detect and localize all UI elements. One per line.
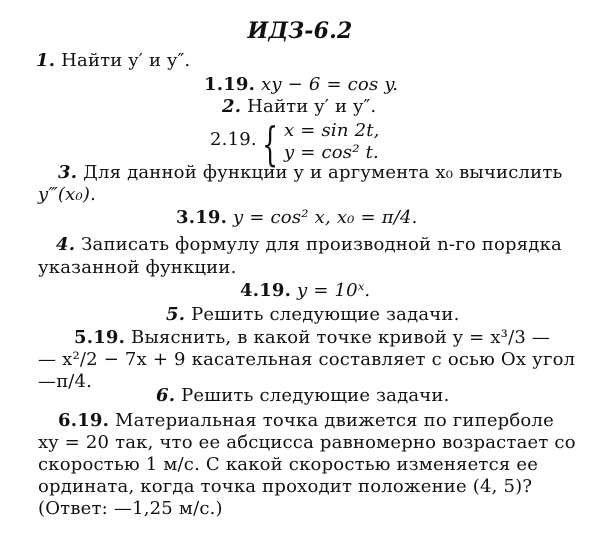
exercise-6-19-text: Материальная точка движется по гиперболе xyxy=(115,410,554,431)
exercise-6-19-line-4: ордината, когда точка проходит положение (4, 5)? xyxy=(38,476,533,497)
exercise-1-19 xyxy=(204,74,398,96)
task-3-number: 3. xyxy=(58,162,78,183)
task-6-text: Решить следующие задачи. xyxy=(181,385,450,406)
task-4-line-1 xyxy=(56,234,562,256)
task-4-text: Записать формулу для производной n-го порядка xyxy=(81,234,562,255)
exercise-5-19-line-2: — x²/2 − 7x + 9 касательная составляет с осью Ox угол xyxy=(38,349,576,370)
exercise-4-19-formula: y = 10ˣ. xyxy=(297,280,371,301)
exercise-4-19-number: 4.19. xyxy=(240,280,292,301)
task-2-number: 2. xyxy=(222,96,242,117)
exercise-6-19-line-1 xyxy=(58,410,554,432)
page-title: ИДЗ-6.2 xyxy=(247,18,353,44)
exercise-5-19-line-1 xyxy=(74,327,550,349)
task-6-number: 6. xyxy=(156,385,176,406)
task-6-heading xyxy=(156,385,450,407)
exercise-4-19 xyxy=(240,280,370,302)
task-5-number: 5. xyxy=(166,304,186,325)
system-brace-icon: { xyxy=(262,117,279,171)
task-3-line-1 xyxy=(58,162,563,184)
exercise-5-19-number: 5.19. xyxy=(74,327,126,348)
exercise-6-19-line-3: скоростью 1 м/с. С какой скоростью изменяется ее xyxy=(38,454,539,475)
exercise-2-19-number: 2.19. xyxy=(210,129,257,150)
task-3-text: Для данной функции y и аргумента x₀ вычислить xyxy=(83,162,563,183)
task-2-text: Найти y′ и y″. xyxy=(247,96,377,117)
task-5-text: Решить следующие задачи. xyxy=(191,304,460,325)
exercise-6-19-number: 6.19. xyxy=(58,410,110,431)
exercise-5-19-line-3: —π/4. xyxy=(38,371,93,392)
exercise-3-19-formula: y = cos² x, x₀ = π/4. xyxy=(233,207,418,228)
exercise-2-19-line-2: y = cos² t. xyxy=(284,142,379,163)
task-1-text: Найти y′ и y″. xyxy=(61,50,191,71)
task-5-heading xyxy=(166,304,460,326)
task-4-line-2: указанной функции. xyxy=(38,257,237,278)
exercise-2-19-line-1: x = sin 2t, xyxy=(284,120,380,141)
task-1-heading xyxy=(36,50,190,72)
exercise-6-19-answer: (Ответ: —1,25 м/с.) xyxy=(38,498,223,519)
task-1-number: 1. xyxy=(36,50,56,71)
exercise-1-19-formula: xy − 6 = cos y. xyxy=(261,74,399,95)
exercise-3-19 xyxy=(176,207,418,229)
task-3-line-2: y‴(x₀). xyxy=(38,184,97,205)
exercise-3-19-number: 3.19. xyxy=(176,207,228,228)
task-2-heading xyxy=(222,96,376,118)
exercise-1-19-number: 1.19. xyxy=(204,74,256,95)
task-4-number: 4. xyxy=(56,234,76,255)
exercise-5-19-text: Выяснить, в какой точке кривой y = x³/3 — xyxy=(131,327,551,348)
exercise-6-19-line-2: xy = 20 так, что ее абсцисса равномерно возрастает со xyxy=(38,432,576,453)
